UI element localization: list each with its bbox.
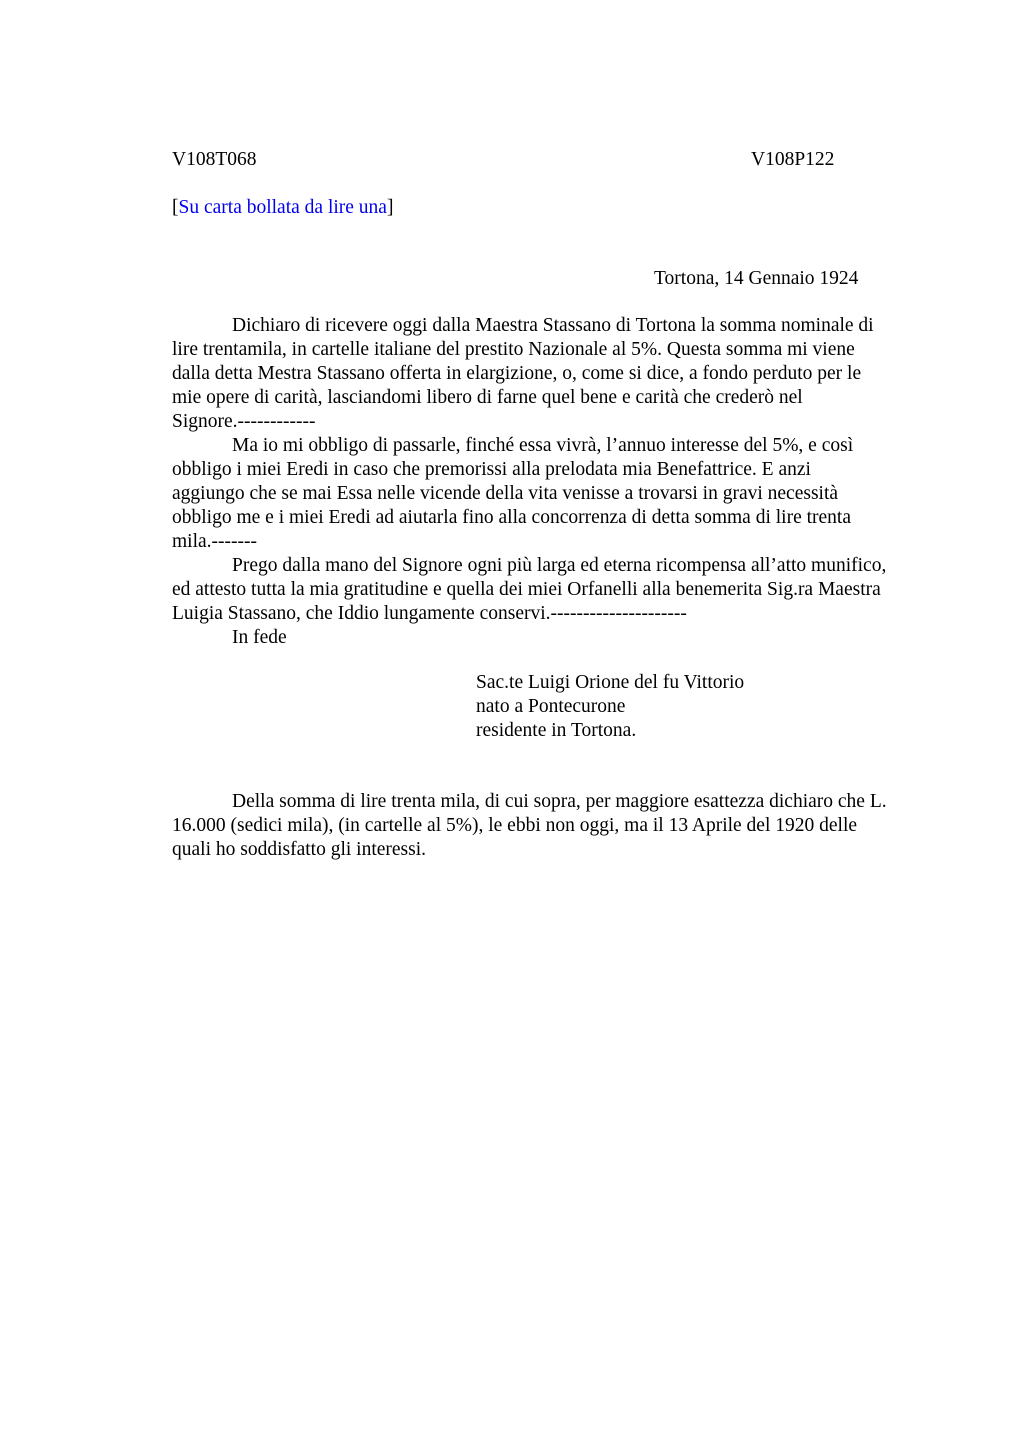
editorial-annotation xyxy=(172,196,393,220)
paragraph-line: Ma io mi obbligo di passarle, finché essa vivrà, l’annuo interesse del 5%, e così xyxy=(232,435,854,456)
paragraph-line: mie opere di carità, lasciandomi libero di farne quel bene e carità che crederò nel xyxy=(172,387,803,408)
signature-block xyxy=(476,671,896,743)
paragraph-line: obbligo me e i miei Eredi ad aiutarla fino alla concorrenza di detta somma di lire trenta xyxy=(172,507,851,528)
signature-line: residente in Tortona. xyxy=(476,720,637,741)
annotation-close-bracket: ] xyxy=(386,197,394,218)
postscript-line: 16.000 (sedici mila), (in cartelle al 5%), le ebbi non oggi, ma il 13 Aprile del 1920 delle xyxy=(172,815,858,836)
paragraph-line: mila.------- xyxy=(172,531,257,552)
document-code-right: V108P122 xyxy=(751,149,835,170)
closing-formula: In fede xyxy=(232,627,287,648)
annotation-open-bracket: [ xyxy=(172,197,179,218)
paragraph-line: aggiungo che se mai Essa nelle vicende della vita venisse a trovarsi in gravi necessità xyxy=(172,483,839,504)
signature-line: nato a Pontecurone xyxy=(476,696,626,717)
paragraph-line: Prego dalla mano del Signore ogni più larga ed eterna ricompensa all’atto munifico, xyxy=(232,555,887,576)
paragraph-line: ed attesto tutta la mia gratitudine e quella dei miei Orfanelli alla benemerita Sig.ra Maestra xyxy=(172,579,881,600)
paragraph-line: Signore.------------ xyxy=(172,411,316,432)
postscript xyxy=(172,790,932,862)
postscript-line: Della somma di lire trenta mila, di cui sopra, per maggiore esattezza dichiaro che L. xyxy=(232,791,887,812)
place-date: Tortona, 14 Gennaio 1924 xyxy=(654,268,859,289)
document-code-left: V108T068 xyxy=(172,149,257,170)
annotation-text: Su carta bollata da lire una xyxy=(178,197,387,218)
paragraph-line: obbligo i miei Eredi in caso che premorissi alla prelodata mia Benefattrice. E anzi xyxy=(172,459,811,480)
paragraph-line: dalla detta Mestra Stassano offerta in elargizione, o, come si dice, a fondo perduto per le xyxy=(172,363,862,384)
paragraph-line: Luigia Stassano, che Iddio lungamente conservi.--------------------- xyxy=(172,603,687,624)
postscript-line: quali ho soddisfatto gli interessi. xyxy=(172,839,427,860)
paragraph-line: lire trentamila, in cartelle italiane del prestito Nazionale al 5%. Questa somma mi viene xyxy=(172,339,855,360)
paragraph-declaration xyxy=(172,314,932,650)
paragraph-line: Dichiaro di ricevere oggi dalla Maestra Stassano di Tortona la somma nominale di xyxy=(232,315,874,336)
signature-line: Sac.te Luigi Orione del fu Vittorio xyxy=(476,672,745,693)
